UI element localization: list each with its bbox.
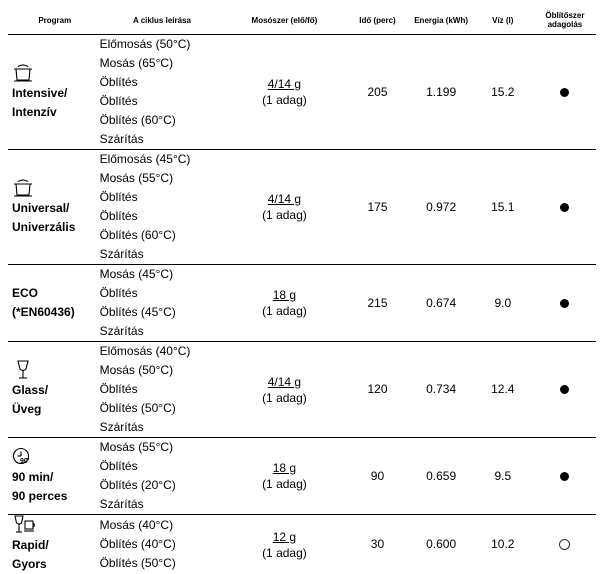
program-name: Gyors (12, 555, 100, 574)
table-row (8, 150, 596, 265)
detergent-amount: 18 g (224, 460, 344, 476)
cycle-step: Szárítás (100, 130, 225, 149)
cycle-step: Mosás (65°C) (100, 54, 225, 73)
cycle-step: Öblítés (60°C) (100, 111, 225, 130)
program-cell (8, 342, 100, 438)
timer-90-icon (12, 447, 100, 467)
cycle-step: Előmosás (50°C) (100, 35, 225, 54)
cycle-step: Mosás (45°C) (100, 265, 225, 284)
cycle-step: Öblítés (100, 92, 225, 111)
water-value: 15.2 (472, 35, 534, 150)
filled-circle-icon (560, 385, 569, 394)
table-row (8, 265, 596, 342)
cycle-step: Öblítés (20°C) (100, 476, 225, 495)
program-cell (8, 438, 100, 515)
program-cell (8, 515, 100, 574)
program-cell (8, 150, 100, 265)
program-name: Rapid/ (12, 536, 100, 555)
detergent-dose: (1 adag) (224, 92, 344, 108)
cycle-step: Előmosás (45°C) (100, 150, 225, 169)
program-cell (8, 35, 100, 150)
rinse-aid-cell (534, 265, 596, 342)
energy-value: 0.972 (411, 150, 472, 265)
detergent-amount: 12 g (224, 529, 344, 545)
detergent-cell (224, 265, 344, 342)
program-name: Üveg (12, 400, 100, 419)
water-value: 12.4 (472, 342, 534, 438)
water-value: 9.0 (472, 265, 534, 342)
time-value: 90 (344, 438, 410, 515)
energy-value: 1.199 (411, 35, 472, 150)
rinse-aid-cell (534, 342, 596, 438)
detergent-dose: (1 adag) (224, 207, 344, 223)
rinse-aid-cell (534, 35, 596, 150)
cycle-step: Mosás (55°C) (100, 169, 225, 188)
rinse-aid-cell (534, 515, 596, 574)
cycle-description (100, 150, 225, 265)
cycle-step: Öblítés (100, 284, 225, 303)
header-water: Víz (l) (472, 6, 534, 35)
detergent-amount: 4/14 g (224, 191, 344, 207)
detergent-cell (224, 35, 344, 150)
program-name: ECO (12, 284, 100, 303)
detergent-amount: 18 g (224, 287, 344, 303)
header-time: Idő (perc) (344, 6, 410, 35)
cycle-step: Öblítés (100, 188, 225, 207)
cycle-step: Öblítés (60°C) (100, 226, 225, 245)
program-name: Intensive/ (12, 84, 100, 103)
time-value: 215 (344, 265, 410, 342)
program-name: 90 min/ (12, 468, 100, 487)
cycle-step: Öblítés (40°C) (100, 535, 225, 554)
cycle-step: Mosás (55°C) (100, 438, 225, 457)
table-row (8, 515, 596, 574)
detergent-dose: (1 adag) (224, 390, 344, 406)
timer-icon-label: 90' (20, 458, 30, 465)
cycle-step: Öblítés (100, 380, 225, 399)
cycle-step: Öblítés (50°C) (100, 399, 225, 418)
rinse-aid-cell (534, 150, 596, 265)
cycle-step: Szárítás (100, 245, 225, 264)
cycle-step: Öblítés (50°C) (100, 554, 225, 573)
detergent-dose: (1 adag) (224, 545, 344, 561)
table-row (8, 438, 596, 515)
cycle-description (100, 342, 225, 438)
program-name: Intenzív (12, 103, 100, 122)
table-header-row (8, 6, 596, 35)
glass-and-cup-icon (12, 515, 100, 535)
time-value: 120 (344, 342, 410, 438)
program-name: Universal/ (12, 199, 100, 218)
filled-circle-icon (560, 88, 569, 97)
cycle-step: Mosás (40°C) (100, 516, 225, 535)
pot-icon (12, 63, 100, 83)
header-energy: Energia (kWh) (411, 6, 472, 35)
detergent-amount: 4/14 g (224, 76, 344, 92)
detergent-cell (224, 342, 344, 438)
cycle-step: Szárítás (100, 495, 225, 514)
filled-circle-icon (560, 203, 569, 212)
cycle-description (100, 438, 225, 515)
header-program: Program (8, 6, 100, 35)
energy-value: 0.659 (411, 438, 472, 515)
program-name: 90 perces (12, 487, 100, 506)
filled-circle-icon (560, 299, 569, 308)
energy-value: 0.600 (411, 515, 472, 574)
program-name: (*EN60436) (12, 303, 100, 322)
cycle-step: Szárítás (100, 322, 225, 341)
water-value: 10.2 (472, 515, 534, 574)
rinse-aid-cell (534, 438, 596, 515)
cycle-step: Mosás (50°C) (100, 361, 225, 380)
energy-value: 0.674 (411, 265, 472, 342)
detergent-cell (224, 438, 344, 515)
time-value: 30 (344, 515, 410, 574)
water-value: 9.5 (472, 438, 534, 515)
header-description: A ciklus leírása (100, 6, 225, 35)
program-name: Univerzális (12, 218, 100, 237)
cycle-step: Öblítés (100, 457, 225, 476)
water-value: 15.1 (472, 150, 534, 265)
empty-circle-icon (559, 539, 570, 550)
table-row (8, 342, 596, 438)
detergent-dose: (1 adag) (224, 476, 344, 492)
cycle-step: Öblítés (100, 207, 225, 226)
detergent-dose: (1 adag) (224, 303, 344, 319)
header-rinse-aid: Öblítőszer adagolás (534, 6, 596, 35)
detergent-amount: 4/14 g (224, 374, 344, 390)
energy-value: 0.734 (411, 342, 472, 438)
cycle-step: Öblítés (100, 73, 225, 92)
program-name: Glass/ (12, 381, 100, 400)
cycle-step: Szárítás (100, 418, 225, 437)
program-cell (8, 265, 100, 342)
cycle-description (100, 35, 225, 150)
cycle-description (100, 265, 225, 342)
filled-circle-icon (560, 472, 569, 481)
program-table (8, 6, 596, 574)
cycle-description (100, 515, 225, 574)
detergent-cell (224, 515, 344, 574)
wine-glass-icon (12, 360, 100, 380)
header-detergent: Mosószer (elő/fő) (224, 6, 344, 35)
time-value: 205 (344, 35, 410, 150)
table-row (8, 35, 596, 150)
cycle-step: Előmosás (40°C) (100, 342, 225, 361)
pot-icon (12, 178, 100, 198)
cycle-step: Öblítés (45°C) (100, 303, 225, 322)
time-value: 175 (344, 150, 410, 265)
detergent-cell (224, 150, 344, 265)
